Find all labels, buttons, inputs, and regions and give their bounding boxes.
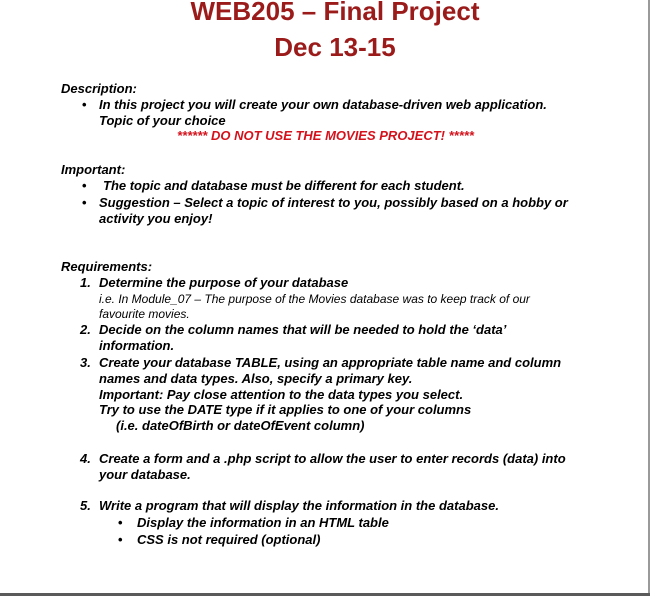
requirement-3-line-5: (i.e. dateOfBirth or dateOfEvent column): [116, 418, 365, 433]
description-warning: ****** DO NOT USE THE MOVIES PROJECT! *****: [177, 128, 474, 143]
requirement-5-sub-2: CSS is not required (optional): [137, 532, 321, 547]
important-item-1: The topic and database must be different for each student.: [103, 178, 465, 193]
requirement-2-line-1: Decide on the column names that will be needed to hold the ‘data’: [99, 322, 507, 337]
requirement-5-sub-1: Display the information in an HTML table: [137, 515, 389, 530]
description-topic: Topic of your choice: [99, 113, 226, 128]
important-item-2-line-2: activity you enjoy!: [99, 211, 213, 226]
important-item-2-line-1: Suggestion – Select a topic of interest to you, possibly based on a hobby or: [99, 195, 568, 210]
requirement-number: 5.: [80, 498, 91, 513]
bullet-icon: •: [118, 532, 123, 547]
requirements-heading: Requirements:: [61, 259, 153, 274]
requirement-1-text: Determine the purpose of your database: [99, 275, 349, 290]
requirement-number: 3.: [80, 355, 91, 370]
page-title: WEB205 – Final Project: [190, 0, 480, 26]
requirement-1-note-line-1: i.e. In Module_07 – The purpose of the Movies database was to keep track of our: [99, 292, 530, 306]
requirement-2-line-2: information.: [99, 338, 175, 353]
bullet-icon: •: [82, 97, 87, 112]
requirement-3-line-3: Important: Pay close attention to the data types you select.: [99, 387, 464, 402]
requirement-3-line-1: Create your database TABLE, using an appropriate table name and column: [99, 355, 562, 370]
requirement-1-note-line-2: favourite movies.: [99, 307, 190, 321]
requirement-5-line-1: Write a program that will display the information in the database.: [99, 498, 499, 513]
bullet-icon: •: [118, 515, 123, 530]
requirement-4-line-1: Create a form and a .php script to allow the user to enter records (data) into: [99, 451, 566, 466]
requirement-number: 2.: [80, 322, 91, 337]
page-subtitle-dates: Dec 13-15: [274, 32, 396, 62]
bullet-icon: •: [82, 195, 87, 210]
requirement-number: 1.: [80, 275, 91, 290]
requirement-3-line-4: Try to use the DATE type if it applies to one of your columns: [99, 402, 472, 417]
description-heading: Description:: [61, 81, 137, 96]
requirement-3-line-2: names and data types. Also, specify a primary key.: [99, 371, 413, 386]
description-text: In this project you will create your own database-driven web application.: [99, 97, 547, 112]
important-heading: Important:: [61, 162, 126, 177]
requirement-4-line-2: your database.: [99, 467, 191, 482]
requirement-number: 4.: [80, 451, 91, 466]
bullet-icon: •: [82, 178, 87, 193]
